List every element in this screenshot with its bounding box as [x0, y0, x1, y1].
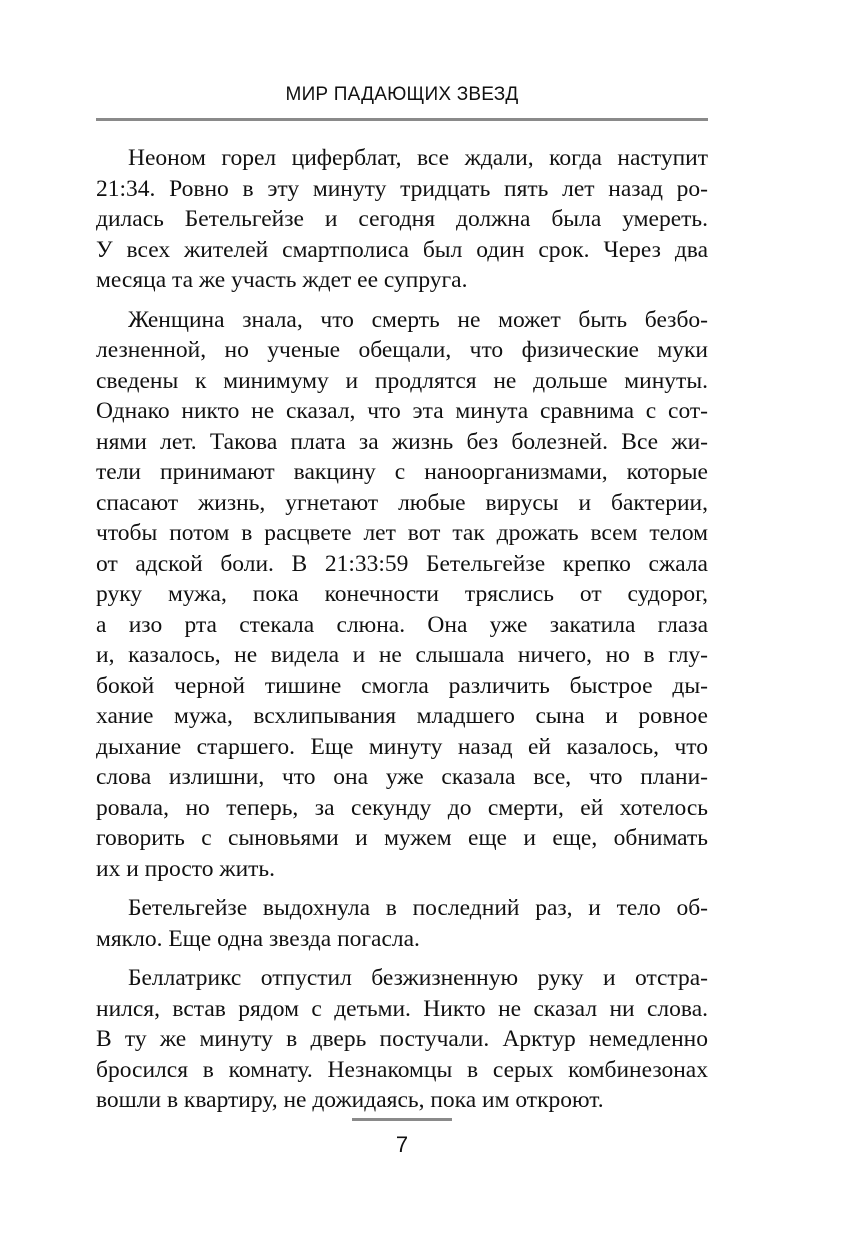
- text-line: мякло. Еще одна звезда погасла.: [96, 925, 420, 952]
- text-line: тели принимают вакцину с наноорганизмами, которые: [96, 459, 708, 485]
- paragraph-3: [96, 893, 708, 954]
- text-line: лезненной, но ученые обещали, что физические муки: [96, 337, 708, 363]
- text-line: дыхание старшего. Еще минуту назад ей казалось, что: [96, 733, 708, 760]
- text-line: дилась Бетельгейзе и сегодня должна была умереть.: [96, 206, 708, 232]
- text-line: говорить с сыновьями и мужем еще и еще, обнимать: [96, 825, 708, 851]
- text-line: Женщина знала, что смерть не может быть безбо-: [128, 306, 708, 333]
- text-line: 21:34. Ровно в эту минуту тридцать пять лет назад ро-: [96, 175, 708, 202]
- text-line: слова излишни, что она уже сказала все, что плани-: [96, 764, 708, 790]
- paragraph-4: [96, 963, 708, 1116]
- text-line: от адской боли. В 21:33:59 Бетельгейзе крепко сжала: [96, 550, 708, 577]
- text-line: чтобы потом в расцвете лет вот так дрожать всем телом: [96, 520, 708, 546]
- footer-rule: [352, 1118, 452, 1121]
- text-line: нями лет. Такова плата за жизнь без болезней. Все жи-: [96, 428, 708, 455]
- text-line: вошли в квартиру, не дожидаясь, пока им откроют.: [96, 1087, 604, 1113]
- text-line: ровала, но теперь, за секунду до смерти, ей хотелось: [96, 794, 708, 821]
- text-line: руку мужа, пока конечности тряслись от судорог,: [96, 581, 708, 607]
- text-line: У всех жителей смартполиса был один срок. Через два: [96, 236, 708, 263]
- paragraph-1: [96, 143, 708, 296]
- text-line: хание мужа, всхлипывания младшего сына и ровное: [96, 703, 708, 729]
- text-line: нился, встав рядом с детьми. Никто не сказал ни слова.: [96, 995, 708, 1022]
- text-line: В ту же минуту в дверь постучали. Арктур немедленно: [96, 1026, 708, 1052]
- text-line: Однако никто не сказал, что эта минута сравнима с сот-: [96, 398, 708, 424]
- text-line: и, казалось, не видела и не слышала ничего, но в глу-: [96, 642, 708, 668]
- text-line: месяца та же участь ждет ее супруга.: [96, 267, 468, 293]
- running-title: МИР ПАДАЮЩИХ ЗВЕЗД: [285, 84, 519, 105]
- paragraph-2: [96, 305, 708, 885]
- page-number: 7: [395, 1132, 409, 1157]
- text-line: спасают жизнь, угнетают любые вирусы и бактерии,: [96, 489, 708, 516]
- header-rule: [96, 118, 708, 121]
- body-text: [96, 143, 708, 1116]
- text-line: Бетельгейзе выдохнула в последний раз, и тело об-: [128, 895, 708, 921]
- text-line: Неоном горел циферблат, все ждали, когда наступит: [128, 145, 708, 171]
- text-line: их и просто жить.: [96, 855, 276, 882]
- text-line: Беллатрикс отпустил безжизненную руку и отстра-: [128, 965, 708, 991]
- text-line: бросился в комнату. Незнакомцы в серых комбинезонах: [96, 1056, 708, 1083]
- text-line: сведены к минимуму и продлятся не дольше минуты.: [96, 367, 708, 394]
- text-line: а изо рта стекала слюна. Она уже закатила глаза: [96, 611, 708, 638]
- text-line: бокой черной тишине смогла различить быстрое ды-: [96, 672, 708, 699]
